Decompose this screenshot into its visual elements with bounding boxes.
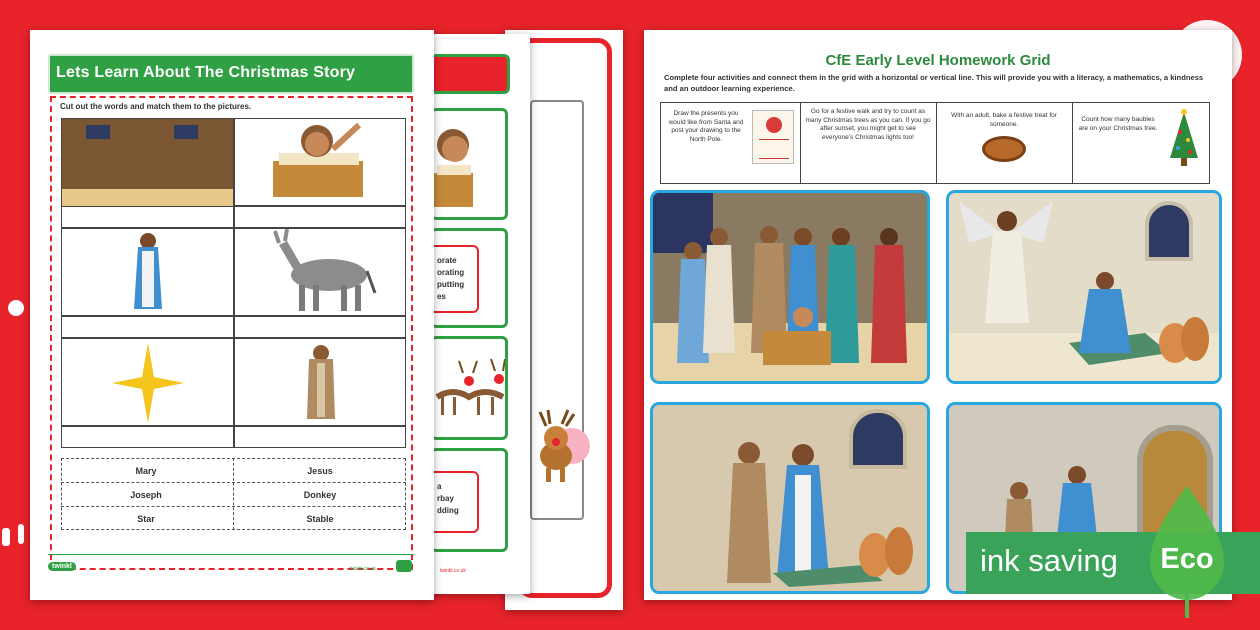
star-icon	[62, 339, 235, 427]
santa-icon	[766, 117, 782, 133]
label-cell	[234, 316, 406, 338]
picture-cell-stable	[61, 118, 234, 206]
table-divider	[800, 102, 801, 184]
picture-cell-star	[61, 338, 234, 426]
worksheet-title: Lets Learn About The Christmas Story	[56, 64, 356, 81]
word-card-donkey[interactable]: Donkey	[303, 490, 337, 500]
label-cell	[61, 316, 234, 338]
stable-window	[86, 125, 110, 139]
annunciation-picture	[946, 190, 1222, 384]
activity-card-4	[430, 448, 508, 552]
red-header-strip	[430, 54, 510, 94]
nativity-scene-picture	[650, 190, 930, 384]
mary-icon	[62, 229, 235, 317]
word-card-jesus[interactable]: Jesus	[307, 466, 333, 476]
activity-card-1	[430, 108, 508, 220]
stable-ground	[62, 189, 233, 207]
eco-label: Eco	[1160, 543, 1214, 575]
homework-cell-1: Draw the presents you would like from Santa and post your drawing to the North Pole.	[668, 110, 744, 143]
santa-letter-icon	[752, 110, 794, 164]
homework-grid-sheet	[644, 30, 1232, 600]
card-fragment: putting	[437, 280, 465, 289]
mary-joseph-figures	[653, 405, 927, 591]
table-divider	[936, 102, 937, 184]
table-divider	[1072, 102, 1073, 184]
picture-cell-jesus	[234, 118, 406, 206]
activity-card-3	[430, 336, 508, 440]
donkey-icon	[235, 229, 407, 317]
homework-cell-3: With an adult, bake a festive treat for someone.	[951, 112, 1057, 128]
label-cell	[61, 426, 234, 448]
homework-cell-2: Go for a festive walk and try to count as many Christmas trees as you can. If you go after sunset, you might get to see everyone's Christmas lights too!	[805, 108, 931, 141]
mary-joseph-picture	[650, 402, 930, 594]
ink-saving-label: ink saving	[980, 543, 1118, 578]
snow-dot	[8, 300, 24, 316]
label-cell	[61, 206, 234, 228]
card-fragment: orate	[437, 256, 457, 265]
footer-url: twinkl.co.uk	[440, 568, 466, 574]
footer-badge-icon	[396, 560, 412, 572]
joseph-icon	[235, 339, 407, 427]
baby-in-manger-icon	[235, 119, 407, 207]
picture-cell-joseph	[234, 338, 406, 426]
homework-cell-4: Count how many baubles are on your Christmas tree.	[1078, 116, 1158, 132]
homework-title: CfE Early Level Homework Grid	[825, 52, 1051, 69]
letter-lines	[759, 139, 789, 159]
card-fragment: dding	[437, 506, 459, 515]
baby-jesus-icon	[433, 115, 505, 215]
word-card-stable[interactable]: Stable	[306, 514, 334, 524]
reindeer-icon	[433, 357, 507, 427]
word-divider	[233, 458, 234, 530]
card-text-box	[430, 471, 479, 533]
sheet-footer	[440, 562, 510, 576]
word-card-mary[interactable]: Mary	[135, 466, 157, 476]
mince-pie-icon	[982, 136, 1026, 162]
word-divider	[61, 482, 406, 483]
footer-url: twinkl.co.uk	[350, 566, 376, 572]
snow-dot	[18, 524, 24, 544]
annunciation-figures	[949, 193, 1219, 381]
worksheet-instruction: Cut out the words and match them to the pictures.	[60, 102, 252, 111]
word-card-star[interactable]: Star	[137, 514, 155, 524]
label-cell	[234, 206, 406, 228]
card-fragment: a	[437, 482, 442, 491]
footer-line	[48, 554, 414, 555]
card-fragment: rbay	[437, 494, 454, 503]
card-fragment: es	[437, 292, 446, 301]
card-fragment: orating	[437, 268, 465, 277]
picture-cell-donkey	[234, 228, 406, 316]
word-divider	[61, 506, 406, 507]
christmas-tree-icon	[1168, 108, 1200, 168]
homework-intro: Complete four activities and connect them in the grid with a horizontal or vertical line. This will provide you with a literacy, a mathematics, a kindness and an outdoor learning experience.	[664, 73, 1204, 93]
snow-dot	[2, 528, 10, 546]
nativity-figures	[653, 193, 927, 381]
reindeer-illustration	[528, 408, 590, 486]
label-cell	[234, 426, 406, 448]
stable-window	[174, 125, 198, 139]
christmas-story-worksheet	[30, 30, 434, 600]
card-text-box	[430, 245, 479, 313]
activity-card-2	[430, 228, 508, 328]
word-card-joseph[interactable]: Joseph	[130, 490, 162, 500]
picture-cell-mary	[61, 228, 234, 316]
twinkl-logo: twinkl	[48, 562, 76, 571]
